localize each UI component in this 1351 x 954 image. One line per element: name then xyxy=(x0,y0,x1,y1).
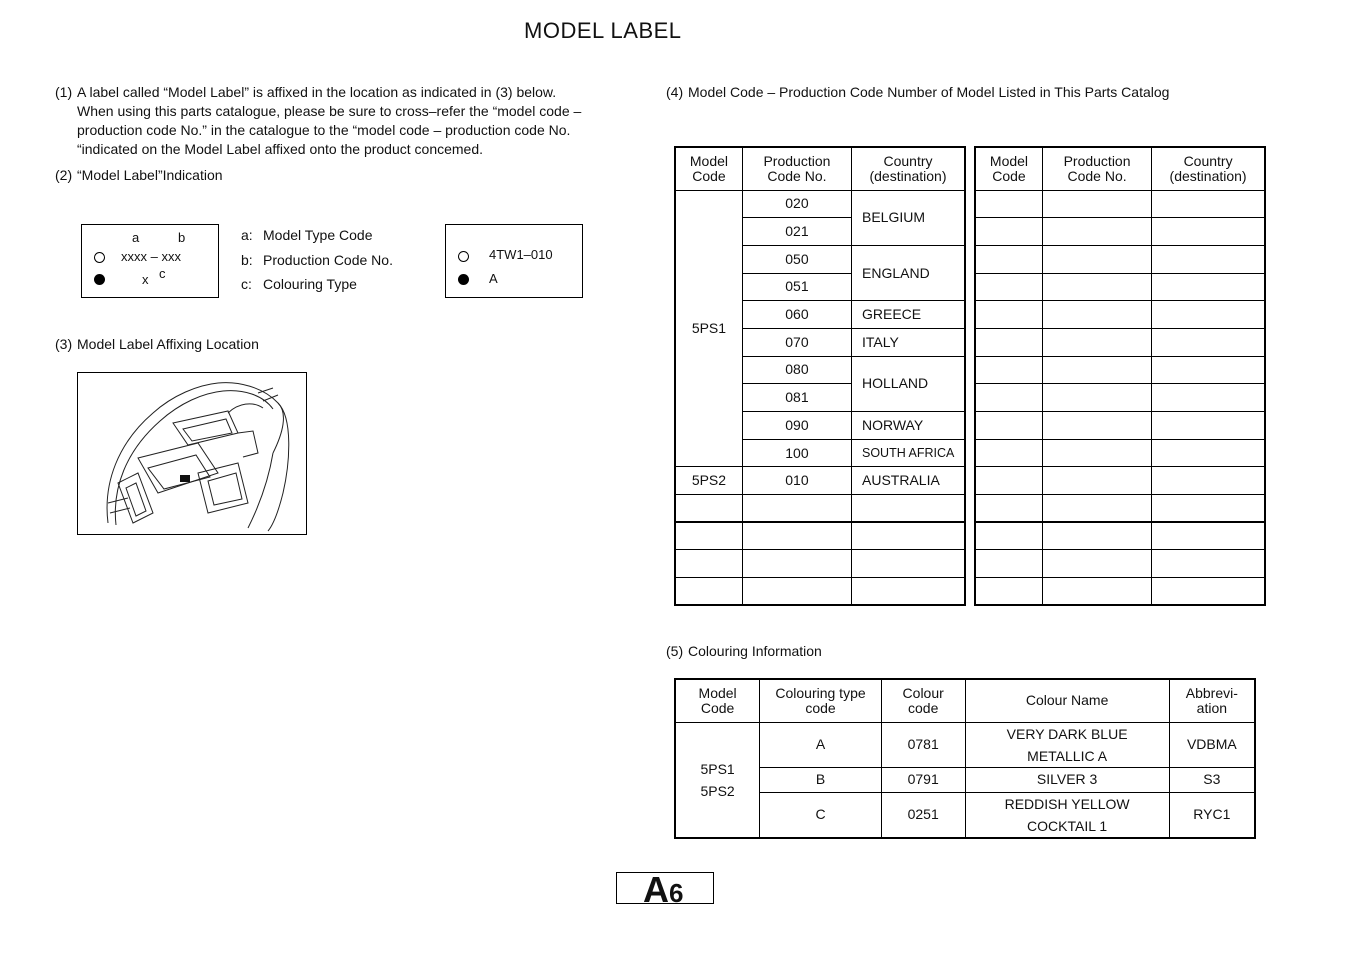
empty-cell xyxy=(975,550,1042,578)
empty-cell xyxy=(742,578,851,606)
colour-name-cell xyxy=(965,792,1169,838)
empty-cell xyxy=(975,522,1042,550)
section-5-heading: Colouring Information xyxy=(688,643,822,659)
empty-cell xyxy=(1042,245,1151,273)
section-1-line: “indicated on the Model Label affixed onto the product concemed. xyxy=(77,141,484,157)
colour-name-line: METALLIC A xyxy=(1027,747,1108,764)
empty-cell xyxy=(1042,356,1151,384)
production-code-cell: 060 xyxy=(742,301,851,329)
empty-cell xyxy=(1042,328,1151,356)
empty-cell xyxy=(852,578,966,606)
empty-cell xyxy=(1042,522,1151,550)
empty-cell xyxy=(1042,495,1151,523)
empty-cell xyxy=(1152,273,1265,301)
empty-cell xyxy=(742,495,851,523)
filled-circle-icon xyxy=(458,274,469,285)
empty-cell xyxy=(975,245,1042,273)
production-code-cell: 020 xyxy=(742,190,851,218)
empty-cell xyxy=(975,356,1042,384)
empty-cell xyxy=(975,439,1042,467)
production-code-cell: 081 xyxy=(742,384,851,412)
colour-name-line: COCKTAIL 1 xyxy=(1027,817,1108,834)
model-label-example xyxy=(445,224,583,298)
section-4-number: (4) xyxy=(666,84,684,100)
country-cell: ENGLAND xyxy=(852,245,966,300)
label-marker-b: b xyxy=(178,230,186,245)
label-marker-x: x xyxy=(142,272,149,287)
empty-cell xyxy=(1152,218,1265,246)
colour-code-cell: 0251 xyxy=(881,792,965,838)
header-model-code: Model Code xyxy=(675,147,742,190)
empty-cell xyxy=(1152,301,1265,329)
colour-name-cell: SILVER 3 xyxy=(965,767,1169,792)
empty-cell xyxy=(1042,190,1151,218)
model-label-position-marker xyxy=(180,475,190,482)
country-cell: BELGIUM xyxy=(852,190,966,245)
country-cell: SOUTH AFRICA xyxy=(852,439,966,467)
empty-cell xyxy=(1042,384,1151,412)
example-colour: A xyxy=(489,271,498,286)
country-cell: NORWAY xyxy=(852,412,966,440)
country-cell: HOLLAND xyxy=(852,356,966,411)
page-number xyxy=(643,869,683,911)
production-code-cell: 080 xyxy=(742,356,851,384)
label-marker-a: a xyxy=(132,230,140,245)
legend-item: a: Model Type Code xyxy=(241,227,373,243)
empty-cell xyxy=(1152,467,1265,495)
section-2-heading: “Model Label”Indication xyxy=(77,167,223,183)
empty-cell xyxy=(1152,412,1265,440)
empty-cell xyxy=(1042,301,1151,329)
empty-cell xyxy=(1152,578,1265,606)
page-number-box xyxy=(616,869,714,910)
page-title: MODEL LABEL xyxy=(524,18,682,43)
empty-cell xyxy=(1042,412,1151,440)
colour-name-line: VERY DARK BLUE xyxy=(1006,725,1128,742)
production-code-cell: 051 xyxy=(742,273,851,301)
label-code-format: xxxx – xxx xyxy=(121,249,181,264)
empty-cell xyxy=(675,522,742,550)
motorcycle-seat-area-drawing xyxy=(78,373,306,534)
section-3-number: (3) xyxy=(55,336,73,352)
empty-cell xyxy=(675,550,742,578)
empty-cell xyxy=(975,328,1042,356)
empty-cell xyxy=(975,384,1042,412)
empty-cell xyxy=(975,273,1042,301)
colour-code-cell: 0791 xyxy=(881,767,965,792)
section-1-line: When using this parts catalogue, please be sure to cross–refer the “model code – xyxy=(77,103,582,119)
empty-cell xyxy=(1042,467,1151,495)
section-1-number: (1) xyxy=(55,84,73,100)
empty-cell xyxy=(1042,550,1151,578)
empty-cell xyxy=(1152,356,1265,384)
section-4 xyxy=(666,83,1306,102)
abbreviation-cell: S3 xyxy=(1169,767,1255,792)
empty-cell xyxy=(1152,495,1265,523)
open-circle-icon xyxy=(458,251,469,262)
model-code-cell: 5PS2 xyxy=(675,467,742,495)
header-colouring-type: Colouring type code xyxy=(760,679,882,722)
empty-cell xyxy=(975,467,1042,495)
section-5-number: (5) xyxy=(666,643,684,659)
header-production-code: Production Code No. xyxy=(1042,147,1151,190)
empty-cell xyxy=(1042,439,1151,467)
header-colour-name: Colour Name xyxy=(965,679,1169,722)
empty-cell xyxy=(1152,439,1265,467)
colour-code-cell: 0781 xyxy=(881,722,965,767)
empty-cell xyxy=(1152,550,1265,578)
colouring-table xyxy=(674,678,1256,839)
production-code-cell: 010 xyxy=(742,467,851,495)
empty-cell xyxy=(1152,328,1265,356)
empty-cell xyxy=(675,495,742,523)
section-3 xyxy=(55,335,455,354)
empty-cell xyxy=(742,522,851,550)
header-country: Country (destination) xyxy=(852,147,966,190)
empty-cell xyxy=(975,190,1042,218)
empty-cell xyxy=(1042,273,1151,301)
example-code: 4TW1–010 xyxy=(489,247,553,262)
header-abbreviation: Abbrevi- ation xyxy=(1169,679,1255,722)
empty-cell xyxy=(1042,218,1151,246)
section-1-line: A label called “Model Label” is affixed in the location as indicated in (3) below. xyxy=(77,84,557,100)
colouring-type-cell: C xyxy=(760,792,882,838)
model-code-cell: 5PS1 xyxy=(675,190,742,467)
production-code-cell: 050 xyxy=(742,245,851,273)
colouring-type-cell: A xyxy=(760,722,882,767)
empty-cell xyxy=(975,412,1042,440)
section-4-heading: Model Code – Production Code Number of Model Listed in This Parts Catalog xyxy=(688,84,1170,100)
empty-cell xyxy=(1042,578,1151,606)
page-digit: 6 xyxy=(669,878,684,908)
section-2 xyxy=(55,166,455,185)
model-code-text: 5PS1 xyxy=(700,760,735,777)
country-cell: GREECE xyxy=(852,301,966,329)
abbreviation-cell: VDBMA xyxy=(1169,722,1255,767)
model-label-diagram xyxy=(81,224,219,298)
production-code-cell: 090 xyxy=(742,412,851,440)
abbreviation-cell: RYC1 xyxy=(1169,792,1255,838)
section-3-heading: Model Label Affixing Location xyxy=(77,336,259,352)
model-code-table-blank xyxy=(974,146,1266,606)
legend-item: b: Production Code No. xyxy=(241,252,393,268)
country-cell: ITALY xyxy=(852,328,966,356)
header-production-code: Production Code No. xyxy=(742,147,851,190)
header-country: Country (destination) xyxy=(1152,147,1265,190)
empty-cell xyxy=(975,218,1042,246)
empty-cell xyxy=(975,495,1042,523)
empty-cell xyxy=(975,578,1042,606)
page-letter: A xyxy=(643,869,669,910)
header-model-code: Model Code xyxy=(975,147,1042,190)
empty-cell xyxy=(852,550,966,578)
model-code-table xyxy=(674,146,966,606)
empty-cell xyxy=(1152,522,1265,550)
label-marker-c: c xyxy=(159,266,166,281)
colour-name-cell xyxy=(965,722,1169,767)
legend-item: c: Colouring Type xyxy=(241,276,357,292)
section-5 xyxy=(666,642,1066,661)
empty-cell xyxy=(1152,190,1265,218)
production-code-cell: 070 xyxy=(742,328,851,356)
open-circle-icon xyxy=(94,252,105,263)
colour-model-cell xyxy=(675,722,760,838)
model-code-text: 5PS2 xyxy=(700,782,735,799)
empty-cell xyxy=(742,550,851,578)
filled-circle-icon xyxy=(94,274,105,285)
empty-cell xyxy=(852,495,966,523)
colour-name-line: REDDISH YELLOW xyxy=(1004,795,1130,812)
empty-cell xyxy=(1152,384,1265,412)
empty-cell xyxy=(1152,245,1265,273)
empty-cell xyxy=(975,301,1042,329)
country-cell: AUSTRALIA xyxy=(852,467,966,495)
section-1-line: production code No.” in the catalogue to the “model code – production code No. xyxy=(77,122,571,138)
header-colour-code: Colour code xyxy=(881,679,965,722)
empty-cell xyxy=(675,578,742,606)
label-location-illustration xyxy=(77,372,307,535)
production-code-cell: 021 xyxy=(742,218,851,246)
section-1 xyxy=(55,83,615,159)
section-2-number: (2) xyxy=(55,167,73,183)
header-model-code: Model Code xyxy=(675,679,760,722)
empty-cell xyxy=(852,522,966,550)
colouring-type-cell: B xyxy=(760,767,882,792)
production-code-cell: 100 xyxy=(742,439,851,467)
